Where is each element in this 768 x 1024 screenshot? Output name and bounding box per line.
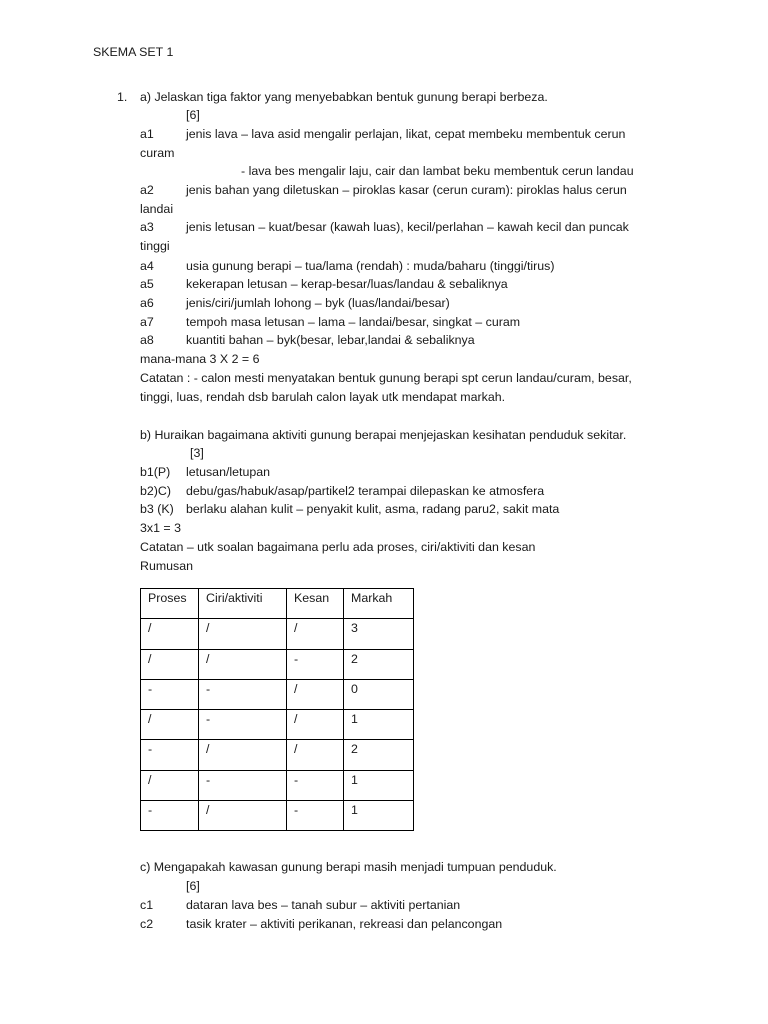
answer-text-a6: jenis/ciri/jumlah lohong – byk (luas/landai/besar) bbox=[186, 296, 450, 310]
table-row bbox=[141, 710, 414, 740]
table-cell: - bbox=[141, 679, 199, 709]
note-a-line1: Catatan : - calon mesti menyatakan bentuk gunung berapi spt cerun landau/curam, besar, bbox=[140, 371, 632, 385]
table-header-cell: Markah bbox=[344, 589, 414, 619]
question-b-marks: [3] bbox=[190, 446, 204, 460]
answer-code-b1: b1(P) bbox=[140, 465, 171, 479]
table-caption: Rumusan bbox=[140, 559, 194, 573]
answer-text-a3-cont: tinggi bbox=[140, 239, 170, 253]
answer-text-a1-cont: curam bbox=[140, 146, 175, 160]
answer-text-c1: dataran lava bes – tanah subur – aktiviti pertanian bbox=[186, 898, 461, 912]
answer-text-a7: tempoh masa letusan – lama – landai/besar, singkat – curam bbox=[186, 315, 521, 329]
answer-code-c2: c2 bbox=[140, 917, 154, 931]
note-b: Catatan – utk soalan bagaimana perlu ada proses, ciri/aktiviti dan kesan bbox=[140, 540, 536, 554]
table-cell: 2 bbox=[344, 740, 414, 770]
table-row bbox=[141, 740, 414, 770]
table-header-cell: Proses bbox=[141, 589, 199, 619]
answer-text-a2-cont: landai bbox=[140, 202, 174, 216]
answer-text-a3: jenis letusan – kuat/besar (kawah luas), kecil/perlahan – kawah kecil dan puncak bbox=[186, 220, 629, 234]
answer-text-b1: letusan/letupan bbox=[186, 465, 271, 479]
table-cell: / bbox=[141, 770, 199, 800]
table-row bbox=[141, 770, 414, 800]
answer-code-a7: a7 bbox=[140, 315, 154, 329]
table-cell: - bbox=[141, 740, 199, 770]
question-c-marks: [6] bbox=[186, 879, 200, 893]
table-row bbox=[141, 801, 414, 831]
table-cell: / bbox=[287, 740, 344, 770]
answer-code-a5: a5 bbox=[140, 277, 154, 291]
answer-text-a1: jenis lava – lava asid mengalir perlajan, likat, cepat membeku membentuk cerun bbox=[186, 127, 626, 141]
answer-code-c1: c1 bbox=[140, 898, 154, 912]
answer-code-a8: a8 bbox=[140, 333, 154, 347]
rumusan-table bbox=[140, 588, 414, 831]
answer-code-a3: a3 bbox=[140, 220, 154, 234]
answer-text-a4: usia gunung berapi – tua/lama (rendah) : muda/baharu (tinggi/tirus) bbox=[186, 259, 555, 273]
table-cell: / bbox=[199, 619, 287, 649]
answer-text-b2: debu/gas/habuk/asap/partikel2 terampai dilepaskan ke atmosfera bbox=[186, 484, 545, 498]
question-b-text: b) Huraikan bagaimana aktiviti gunung berapai menjejaskan kesihatan penduduk sekitar. bbox=[140, 428, 627, 442]
answer-code-a2: a2 bbox=[140, 183, 154, 197]
table-cell: - bbox=[287, 801, 344, 831]
table-cell: - bbox=[287, 770, 344, 800]
table-row bbox=[141, 619, 414, 649]
question-a-marks: [6] bbox=[186, 108, 200, 122]
table-cell: / bbox=[199, 740, 287, 770]
table-header-cell: Ciri/aktiviti bbox=[199, 589, 287, 619]
question-number: 1. bbox=[117, 90, 128, 104]
note-a-line2: tinggi, luas, rendah dsb barulah calon layak utk mendapat markah. bbox=[140, 390, 506, 404]
table-header-cell: Kesan bbox=[287, 589, 344, 619]
answer-code-a4: a4 bbox=[140, 259, 154, 273]
table-cell: / bbox=[287, 710, 344, 740]
answer-code-b3: b3 (K) bbox=[140, 502, 174, 516]
document-title: SKEMA SET 1 bbox=[93, 45, 174, 59]
table-cell: 3 bbox=[344, 619, 414, 649]
table-cell: 1 bbox=[344, 770, 414, 800]
scoring-a: mana-mana 3 X 2 = 6 bbox=[140, 352, 260, 366]
question-c-text: c) Mengapakah kawasan gunung berapi masih menjadi tumpuan penduduk. bbox=[140, 860, 557, 874]
answer-text-b3: berlaku alahan kulit – penyakit kulit, asma, radang paru2, sakit mata bbox=[186, 502, 560, 516]
answer-text-a2: jenis bahan yang diletuskan – piroklas kasar (cerun curam): piroklas halus cerun bbox=[186, 183, 627, 197]
table-cell: / bbox=[199, 649, 287, 679]
table-row bbox=[141, 649, 414, 679]
scoring-b: 3x1 = 3 bbox=[140, 521, 181, 535]
table-cell: - bbox=[141, 801, 199, 831]
table-cell: / bbox=[141, 619, 199, 649]
answer-code-b2: b2)C) bbox=[140, 484, 171, 498]
table-cell: - bbox=[287, 649, 344, 679]
answer-text-a5: kekerapan letusan – kerap-besar/luas/landau & sebaliknya bbox=[186, 277, 508, 291]
table-header-row bbox=[141, 589, 414, 619]
table-cell: 1 bbox=[344, 710, 414, 740]
table-cell: - bbox=[199, 770, 287, 800]
table-cell: / bbox=[141, 710, 199, 740]
answer-text-a1-sub: - lava bes mengalir laju, cair dan lambat beku membentuk cerun landau bbox=[241, 164, 634, 178]
question-a-text: a) Jelaskan tiga faktor yang menyebabkan bentuk gunung berapi berbeza. bbox=[140, 90, 548, 104]
table-cell: / bbox=[287, 619, 344, 649]
table-cell: - bbox=[199, 679, 287, 709]
answer-text-a8: kuantiti bahan – byk(besar, lebar,landai & sebaliknya bbox=[186, 333, 475, 347]
answer-text-c2: tasik krater – aktiviti perikanan, rekreasi dan pelancongan bbox=[186, 917, 503, 931]
table-cell: - bbox=[199, 710, 287, 740]
table-cell: 1 bbox=[344, 801, 414, 831]
answer-code-a1: a1 bbox=[140, 127, 154, 141]
table-cell: / bbox=[199, 801, 287, 831]
table-cell: / bbox=[141, 649, 199, 679]
table-row bbox=[141, 679, 414, 709]
table-cell: 2 bbox=[344, 649, 414, 679]
answer-code-a6: a6 bbox=[140, 296, 154, 310]
table-cell: / bbox=[287, 679, 344, 709]
table-cell: 0 bbox=[344, 679, 414, 709]
